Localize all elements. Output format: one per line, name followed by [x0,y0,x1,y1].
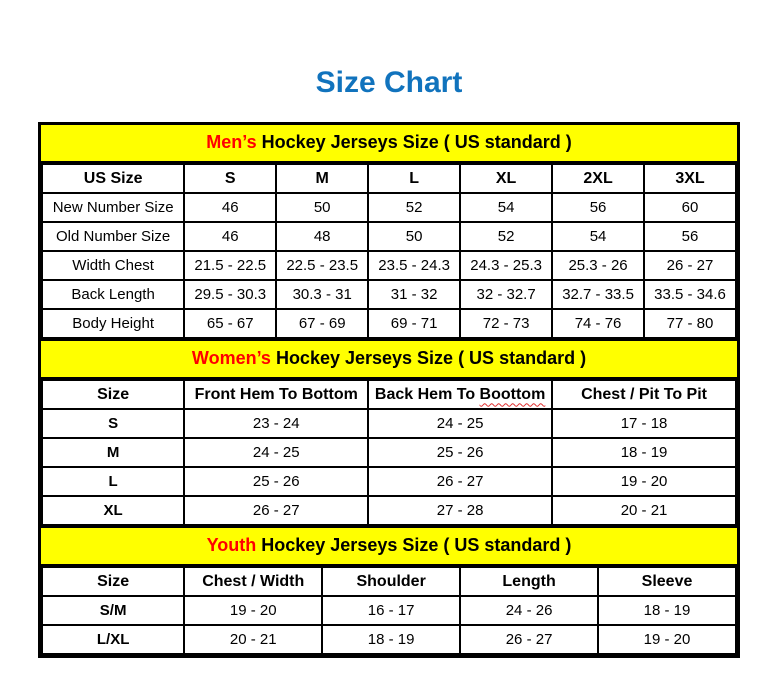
cell-value: 24 - 25 [184,438,368,467]
table-band-womens [41,339,737,379]
cell-value: 31 - 32 [368,280,460,309]
cell-value: 56 [644,222,736,251]
table-row [42,409,736,438]
cell-value: 17 - 18 [552,409,736,438]
size-chart-tables [38,122,740,658]
cell-value: 22.5 - 23.5 [276,251,368,280]
column-header-text: Back Hem To [374,385,480,403]
table-band-youth [41,526,737,566]
cell-value: 25 - 26 [368,438,552,467]
band-rest-text: Hockey Jerseys Size ( US standard ) [256,535,572,555]
band-highlight-word: Women’s [191,348,271,368]
table-band-mens [41,125,737,163]
band-rest-text: Hockey Jerseys Size ( US standard ) [256,132,572,152]
column-header: Front Hem To Bottom [184,380,368,409]
table-row [42,496,736,525]
size-table-mens [41,163,737,339]
table-row [42,222,736,251]
column-header: Size [42,567,184,596]
section-womens [41,339,737,526]
cell-value: 19 - 20 [184,596,322,625]
table-row [42,596,736,625]
cell-value: 25 - 26 [184,467,368,496]
cell-value: 21.5 - 22.5 [184,251,276,280]
cell-value: 33.5 - 34.6 [644,280,736,309]
cell-value: 18 - 19 [552,438,736,467]
table-row [42,251,736,280]
cell-value: 46 [184,193,276,222]
cell-value: 19 - 20 [598,625,736,654]
column-header: Chest / Width [184,567,322,596]
cell-value: 20 - 21 [184,625,322,654]
row-label: M [42,438,184,467]
cell-value: 26 - 27 [460,625,598,654]
cell-value: 72 - 73 [460,309,552,338]
cell-value: 24 - 25 [368,409,552,438]
band-highlight-word: Men’s [206,132,257,152]
cell-value: 24.3 - 25.3 [460,251,552,280]
row-label: L [42,467,184,496]
cell-value: 16 - 17 [322,596,460,625]
column-header: Chest / Pit To Pit [552,380,736,409]
table-row [42,467,736,496]
cell-value: 65 - 67 [184,309,276,338]
cell-value: 30.3 - 31 [276,280,368,309]
cell-value: 50 [276,193,368,222]
cell-value: 60 [644,193,736,222]
row-label: Width Chest [42,251,184,280]
header-row [42,567,736,596]
table-row [42,438,736,467]
column-header [368,380,552,409]
cell-value: 18 - 19 [598,596,736,625]
cell-value: 26 - 27 [184,496,368,525]
cell-value: 29.5 - 30.3 [184,280,276,309]
cell-value: 54 [460,193,552,222]
table-row [42,193,736,222]
column-header: L [368,164,460,193]
table-row [42,280,736,309]
cell-value: 26 - 27 [368,467,552,496]
cell-value: 26 - 27 [644,251,736,280]
cell-value: 54 [552,222,644,251]
column-header: 3XL [644,164,736,193]
table-row [42,309,736,338]
cell-value: 20 - 21 [552,496,736,525]
band-rest-text: Hockey Jerseys Size ( US standard ) [270,348,587,368]
misspelled-word: Boottom [479,385,546,403]
cell-value: 32 - 32.7 [460,280,552,309]
section-mens [41,125,737,339]
row-label: Old Number Size [42,222,184,251]
cell-value: 32.7 - 33.5 [552,280,644,309]
row-label: New Number Size [42,193,184,222]
page-title: Size Chart [315,66,463,99]
cell-value: 24 - 26 [460,596,598,625]
cell-value: 23.5 - 24.3 [368,251,460,280]
column-header: Size [42,380,184,409]
column-header: Shoulder [322,567,460,596]
cell-value: 27 - 28 [368,496,552,525]
cell-value: 52 [460,222,552,251]
size-table-youth [41,566,737,655]
cell-value: 18 - 19 [322,625,460,654]
band-highlight-word: Youth [206,535,257,555]
column-header: Length [460,567,598,596]
row-label: Body Height [42,309,184,338]
cell-value: 77 - 80 [644,309,736,338]
cell-value: 69 - 71 [368,309,460,338]
cell-value: 56 [552,193,644,222]
column-header: M [276,164,368,193]
table-row [42,625,736,654]
column-header: Sleeve [598,567,736,596]
cell-value: 25.3 - 26 [552,251,644,280]
size-table-womens [41,379,737,526]
cell-value: 48 [276,222,368,251]
cell-value: 19 - 20 [552,467,736,496]
cell-value: 46 [184,222,276,251]
section-youth [41,526,737,655]
header-row [42,380,736,409]
column-header: US Size [42,164,184,193]
row-label: XL [42,496,184,525]
row-label: S/M [42,596,184,625]
cell-value: 74 - 76 [552,309,644,338]
row-label: Back Length [42,280,184,309]
column-header: S [184,164,276,193]
column-header: XL [460,164,552,193]
cell-value: 23 - 24 [184,409,368,438]
cell-value: 52 [368,193,460,222]
header-row [42,164,736,193]
cell-value: 67 - 69 [276,309,368,338]
cell-value: 50 [368,222,460,251]
row-label: S [42,409,184,438]
row-label: L/XL [42,625,184,654]
column-header: 2XL [552,164,644,193]
